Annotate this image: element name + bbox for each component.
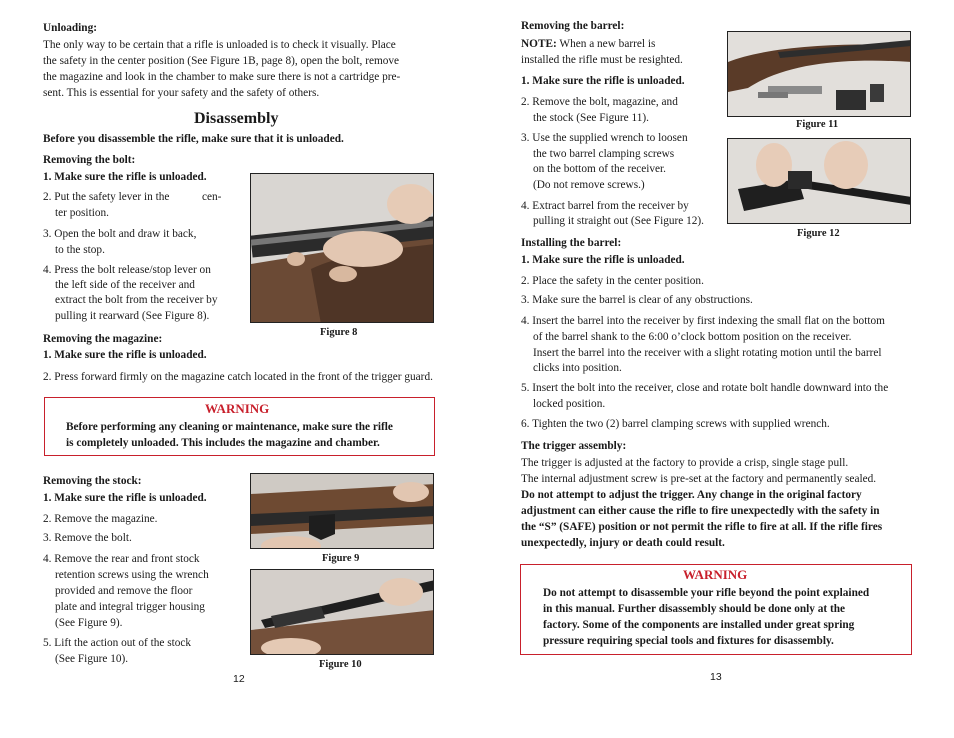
bolt-step-2: cen- xyxy=(202,191,222,203)
magazine-heading: Removing the magazine: xyxy=(43,333,163,345)
bolt-step-2: 2. Put the safety lever in the xyxy=(43,191,170,203)
page-title: Disassembly xyxy=(194,110,279,127)
warning-text: Before performing any cleaning or maintenance, make sure the rifle xyxy=(66,421,393,433)
stock-step-1: 1. Make sure the rifle is unloaded. xyxy=(43,492,207,504)
barrel-step-4: 4. Extract barrel from the receiver by xyxy=(521,200,689,212)
warning-text: in this manual. Further disassembly should be done only at the xyxy=(543,603,846,615)
stock-step-4: provided and remove the floor xyxy=(55,585,193,597)
install-step-4: clicks into position. xyxy=(533,362,622,374)
install-step-1: 1. Make sure the rifle is unloaded. xyxy=(521,254,685,266)
note-text: When a new barrel is xyxy=(556,38,656,50)
magazine-step-1: 1. Make sure the rifle is unloaded. xyxy=(43,349,207,361)
barrel-step-2: the stock (See Figure 11). xyxy=(533,112,649,124)
note-label: NOTE: xyxy=(521,38,557,50)
stock-step-4: 4. Remove the rear and front stock xyxy=(43,553,200,565)
install-step-6: 6. Tighten the two (2) barrel clamping screws with supplied wrench. xyxy=(521,418,830,430)
barrel-step-3: (Do not remove screws.) xyxy=(533,179,645,191)
warning-text: pressure requiring special tools and fixtures for disassembly. xyxy=(543,635,834,647)
figure-12-caption: Figure 12 xyxy=(797,228,840,239)
install-step-2: 2. Place the safety in the center position. xyxy=(521,275,704,287)
install-step-4: of the barrel shank to the 6:00 o’clock bottom position on the receiver. xyxy=(533,331,852,343)
warning-text: factory. Some of the components are installed under great spring xyxy=(543,619,855,631)
page-number: 13 xyxy=(710,671,722,683)
bolt-step-4: the left side of the receiver and xyxy=(55,279,195,291)
figure-10-photo xyxy=(250,569,434,655)
disassembly-intro: Before you disassemble the rifle, make sure that it is unloaded. xyxy=(43,133,344,145)
warning-heading: WARNING xyxy=(205,401,270,416)
bolt-step-2: ter position. xyxy=(55,207,109,219)
barrel-step-1: 1. Make sure the rifle is unloaded. xyxy=(521,75,685,87)
trigger-line: The trigger is adjusted at the factory to provide a crisp, single stage pull. xyxy=(521,457,849,469)
trigger-warning-line: Do not attempt to adjust the trigger. Any change in the original factory xyxy=(521,489,862,501)
figure-11-photo xyxy=(727,31,911,117)
trigger-warning-line: unexpectedly, injury or death could result. xyxy=(521,537,725,549)
unloading-line: the safety in the center position (See Figure 1B, page 8), open the bolt, remove xyxy=(43,55,400,67)
install-heading: Installing the barrel: xyxy=(521,237,622,249)
unloading-line: The only way to be certain that a rifle is unloaded is to check it visually. Place xyxy=(43,39,396,51)
install-step-5: locked position. xyxy=(533,398,606,410)
stock-heading: Removing the stock: xyxy=(43,475,142,487)
install-step-5: 5. Insert the bolt into the receiver, close and rotate bolt handle downward into the xyxy=(521,382,889,394)
trigger-warning-line: adjustment can either cause the rifle to fire unexpectedly with the safety in xyxy=(521,505,880,517)
install-step-3: 3. Make sure the barrel is clear of any obstructions. xyxy=(521,294,753,306)
barrel-step-3: the two barrel clamping screws xyxy=(533,148,675,160)
figure-8-caption: Figure 8 xyxy=(320,327,358,338)
barrel-note: installed the rifle must be resighted. xyxy=(521,54,683,66)
barrel-heading: Removing the barrel: xyxy=(521,20,625,32)
figure-11-caption: Figure 11 xyxy=(796,119,839,130)
bolt-step-4: pulling it rearward (See Figure 8). xyxy=(55,310,210,322)
trigger-line: The internal adjustment screw is pre-set at the factory and permanently sealed. xyxy=(521,473,877,485)
install-step-4: Insert the barrel into the receiver with a slight rotating motion until the barrel xyxy=(533,347,882,359)
stock-step-5: 5. Lift the action out of the stock xyxy=(43,637,192,649)
barrel-note xyxy=(521,36,655,52)
barrel-step-3: 3. Use the supplied wrench to loosen xyxy=(521,132,688,144)
warning-heading: WARNING xyxy=(683,567,748,582)
stock-step-5: (See Figure 10). xyxy=(55,653,129,665)
figure-8-photo xyxy=(250,173,434,323)
barrel-step-2: 2. Remove the bolt, magazine, and xyxy=(521,96,678,108)
install-step-4: 4. Insert the barrel into the receiver by first indexing the small flat on the bottom xyxy=(521,315,885,327)
magazine-step-2: 2. Press forward firmly on the magazine catch located in the front of the trigger guard. xyxy=(43,371,433,383)
figure-10-caption: Figure 10 xyxy=(319,659,362,670)
stock-step-4: (See Figure 9). xyxy=(55,617,123,629)
barrel-step-4: pulling it straight out (See Figure 12). xyxy=(533,215,705,227)
bolt-step-4: 4. Press the bolt release/stop lever on xyxy=(43,264,211,276)
figure-12-photo xyxy=(727,138,911,224)
figure-9-caption: Figure 9 xyxy=(322,553,360,564)
bolt-step-3: 3. Open the bolt and draw it back, xyxy=(43,228,197,240)
trigger-warning-line: the “S” (SAFE) position or not permit the rifle to fire at all. If the rifle fires xyxy=(521,521,883,533)
figure-9-photo xyxy=(250,473,434,549)
stock-step-2: 2. Remove the magazine. xyxy=(43,513,158,525)
stock-step-4: retention screws using the wrench xyxy=(55,569,209,581)
barrel-step-3: on the bottom of the receiver. xyxy=(533,163,667,175)
warning-text: is completely unloaded. This includes the magazine and chamber. xyxy=(66,437,380,449)
unloading-line: the magazine and look in the chamber to make sure there is not a cartridge pre- xyxy=(43,71,401,83)
page-number: 12 xyxy=(233,673,245,685)
bolt-step-4: extract the bolt from the receiver by xyxy=(55,294,218,306)
bolt-heading: Removing the bolt: xyxy=(43,154,136,166)
unloading-heading: Unloading: xyxy=(43,22,97,34)
stock-step-4: plate and integral trigger housing xyxy=(55,601,205,613)
bolt-step-1: 1. Make sure the rifle is unloaded. xyxy=(43,171,207,183)
unloading-line: sent. This is essential for your safety and the safety of others. xyxy=(43,87,320,99)
bolt-step-3: to the stop. xyxy=(55,244,105,256)
warning-text: Do not attempt to disassemble your rifle beyond the point explained xyxy=(543,587,870,599)
trigger-heading: The trigger assembly: xyxy=(521,440,627,452)
stock-step-3: 3. Remove the bolt. xyxy=(43,532,132,544)
